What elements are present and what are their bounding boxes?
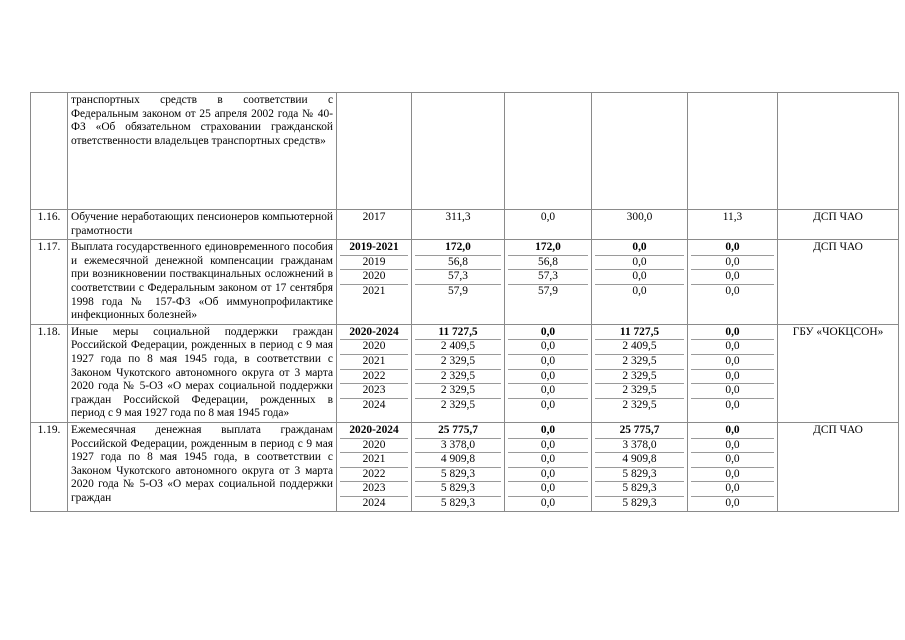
federal-budget-cell: 172,0	[508, 241, 588, 256]
total-amount-cell: 57,9	[448, 284, 468, 297]
year-cell: 2020	[340, 439, 408, 454]
total-amount-cell: 5 829,3	[415, 482, 501, 497]
total-amount-cell: 311,3	[445, 211, 471, 223]
federal-budget-cell: 0,0	[540, 496, 556, 509]
year-cell: 2020-2024	[340, 326, 408, 341]
total-amount-cell: 2 329,5	[440, 398, 476, 411]
other-sources-cell: 0,0	[691, 355, 774, 370]
total-amount-cell: 5 829,3	[415, 468, 501, 483]
federal-budget-cell: 0,0	[508, 424, 588, 439]
measure-description: Ежемесячная денежная выплата гражданам Российской Федерации, рожденным в период с 9 мая 1927 года по 8 мая 1945 года, в соответствии с Законом Чукотского автономного округа от 3 марта 2020 года № 5-ОЗ «О мерах социальной поддержки граждан	[68, 422, 337, 512]
regional-budget-cell: 2 329,5	[595, 355, 684, 370]
total-amount-cell: 4 909,8	[415, 453, 501, 468]
other-sources-cell: 0,0	[691, 468, 774, 483]
row-number: 1.17.	[31, 240, 68, 325]
executor-cell: ГБУ «ЧОКЦСОН»	[778, 324, 899, 422]
executor-cell: ДСП ЧАО	[778, 240, 899, 325]
year-cell: 2022	[340, 468, 408, 483]
total-amount-cell: 3 378,0	[415, 439, 501, 454]
table-row	[31, 422, 899, 512]
total-amount-cell: 2 329,5	[415, 370, 501, 385]
other-sources-cell: 0,0	[691, 326, 774, 341]
total-amount-cell-column	[412, 240, 505, 325]
total-amount-cell: 172,0	[415, 241, 501, 256]
regional-budget-cell: 2 409,5	[595, 340, 684, 355]
row-number	[31, 93, 68, 210]
year-cell: 2017	[362, 211, 386, 223]
year-cell: 2024	[362, 496, 386, 509]
other-sources-cell: 0,0	[725, 398, 740, 411]
regional-budget-cell: 5 829,3	[595, 468, 684, 483]
total-amount-cell: 2 409,5	[415, 340, 501, 355]
year-cell: 2022	[340, 370, 408, 385]
year-cell-column	[337, 240, 412, 325]
federal-budget-cell: 57,9	[538, 284, 558, 297]
regional-budget-cell: 3 378,0	[595, 439, 684, 454]
federal-budget-cell: 0,0	[508, 468, 588, 483]
regional-budget-cell-column	[592, 210, 688, 240]
year-cell: 2024	[362, 398, 386, 411]
measure-description: Обучение неработающих пенсионеров компьютерной грамотности	[68, 210, 337, 240]
federal-budget-cell: 0,0	[508, 326, 588, 341]
other-sources-cell: 0,0	[691, 384, 774, 399]
row-number: 1.18.	[31, 324, 68, 422]
other-sources-cell-column	[688, 93, 778, 210]
table-row	[31, 93, 899, 210]
federal-budget-cell: 0,0	[508, 439, 588, 454]
regional-budget-cell: 300,0	[626, 211, 653, 223]
other-sources-cell: 11,3	[722, 211, 743, 223]
regional-budget-cell: 5 829,3	[622, 496, 657, 509]
regional-budget-cell: 0,0	[632, 284, 647, 297]
federal-budget-cell-column	[505, 93, 592, 210]
other-sources-cell: 0,0	[691, 439, 774, 454]
regional-budget-cell: 0,0	[595, 241, 684, 256]
federal-budget-cell: 0,0	[508, 453, 588, 468]
total-amount-cell-column	[412, 210, 505, 240]
federal-budget-cell-column	[505, 240, 592, 325]
measure-description: транспортных средств в соответствии с Федеральным законом от 25 апреля 2002 года № 40-ФЗ «Об обязательном страховании гражданской ответственности владельцев транспортных средств»	[68, 93, 337, 210]
measure-description: Выплата государственного единовременного пособия и ежемесячной денежной компенсации гражданам при возникновении поствакцинальных осложнений в соответствии с Федеральным законом от 17 сентября 1998 года № 157-ФЗ «Об иммунопрофилактике инфекционных болезней»	[68, 240, 337, 325]
regional-budget-cell: 4 909,8	[595, 453, 684, 468]
total-amount-cell: 56,8	[415, 256, 501, 271]
year-cell: 2021	[340, 453, 408, 468]
federal-budget-cell: 0,0	[508, 355, 588, 370]
year-cell: 2019-2021	[340, 241, 408, 256]
year-cell-column	[337, 324, 412, 422]
table-row	[31, 324, 899, 422]
federal-budget-cell: 56,8	[508, 256, 588, 271]
other-sources-cell: 0,0	[691, 340, 774, 355]
federal-budget-cell-column	[505, 210, 592, 240]
regional-budget-cell: 5 829,3	[595, 482, 684, 497]
total-amount-cell-column	[412, 93, 505, 210]
other-sources-cell: 0,0	[725, 496, 740, 509]
total-amount-cell: 25 775,7	[415, 424, 501, 439]
year-cell-column	[337, 93, 412, 210]
other-sources-cell: 0,0	[691, 453, 774, 468]
other-sources-cell: 0,0	[725, 284, 740, 297]
table-row	[31, 210, 899, 240]
year-cell-column	[337, 422, 412, 512]
regional-budget-cell: 2 329,5	[595, 370, 684, 385]
year-cell: 2020	[340, 340, 408, 355]
other-sources-cell: 0,0	[691, 370, 774, 385]
federal-budget-cell: 0,0	[508, 482, 588, 497]
other-sources-cell-column	[688, 210, 778, 240]
federal-budget-cell: 0,0	[508, 370, 588, 385]
regional-budget-cell: 2 329,5	[622, 398, 657, 411]
regional-budget-cell-column	[592, 240, 688, 325]
federal-budget-cell-column	[505, 422, 592, 512]
executor-cell	[778, 93, 899, 210]
regional-budget-cell: 0,0	[595, 270, 684, 285]
federal-budget-cell: 0,0	[540, 398, 556, 411]
other-sources-cell: 0,0	[691, 256, 774, 271]
year-cell: 2021	[362, 284, 386, 297]
executor-cell: ДСП ЧАО	[778, 210, 899, 240]
other-sources-cell: 0,0	[691, 270, 774, 285]
total-amount-cell-column	[412, 422, 505, 512]
federal-budget-cell-column	[505, 324, 592, 422]
regional-budget-cell-column	[592, 422, 688, 512]
regional-budget-cell-column	[592, 324, 688, 422]
table-body	[31, 93, 899, 512]
other-sources-cell-column	[688, 324, 778, 422]
total-amount-cell: 57,3	[415, 270, 501, 285]
other-sources-cell: 0,0	[691, 241, 774, 256]
federal-budget-cell: 0,0	[508, 384, 588, 399]
federal-budget-cell: 0,0	[508, 340, 588, 355]
regional-budget-cell-column	[592, 93, 688, 210]
other-sources-cell: 0,0	[691, 424, 774, 439]
other-sources-cell-column	[688, 422, 778, 512]
year-cell: 2019	[340, 256, 408, 271]
program-table	[30, 92, 899, 512]
executor-cell: ДСП ЧАО	[778, 422, 899, 512]
federal-budget-cell: 0,0	[540, 211, 556, 223]
other-sources-cell-column	[688, 240, 778, 325]
total-amount-cell: 5 829,3	[440, 496, 476, 509]
regional-budget-cell: 2 329,5	[595, 384, 684, 399]
other-sources-cell: 0,0	[691, 482, 774, 497]
federal-budget-cell: 57,3	[508, 270, 588, 285]
regional-budget-cell: 11 727,5	[595, 326, 684, 341]
regional-budget-cell: 25 775,7	[595, 424, 684, 439]
year-cell: 2020	[340, 270, 408, 285]
total-amount-cell: 2 329,5	[415, 355, 501, 370]
year-cell: 2020-2024	[340, 424, 408, 439]
regional-budget-cell: 0,0	[595, 256, 684, 271]
total-amount-cell: 11 727,5	[415, 326, 501, 341]
year-cell: 2023	[340, 482, 408, 497]
table-row	[31, 240, 899, 325]
total-amount-cell: 2 329,5	[415, 384, 501, 399]
measure-description: Иные меры социальной поддержки граждан Российской Федерации, рожденных в период с 9 мая 1927 года по 8 мая 1945 года, в соответствии с Законом Чукотского автономного округа от 3 марта 2020 года № 5-ОЗ «О мерах социальной поддержки граждан Российской Федерации, рожденных в период с 9 мая 1927 года по 8 мая 1945 года»	[68, 324, 337, 422]
year-cell-column	[337, 210, 412, 240]
row-number: 1.19.	[31, 422, 68, 512]
row-number: 1.16.	[31, 210, 68, 240]
year-cell: 2023	[340, 384, 408, 399]
year-cell: 2021	[340, 355, 408, 370]
total-amount-cell-column	[412, 324, 505, 422]
